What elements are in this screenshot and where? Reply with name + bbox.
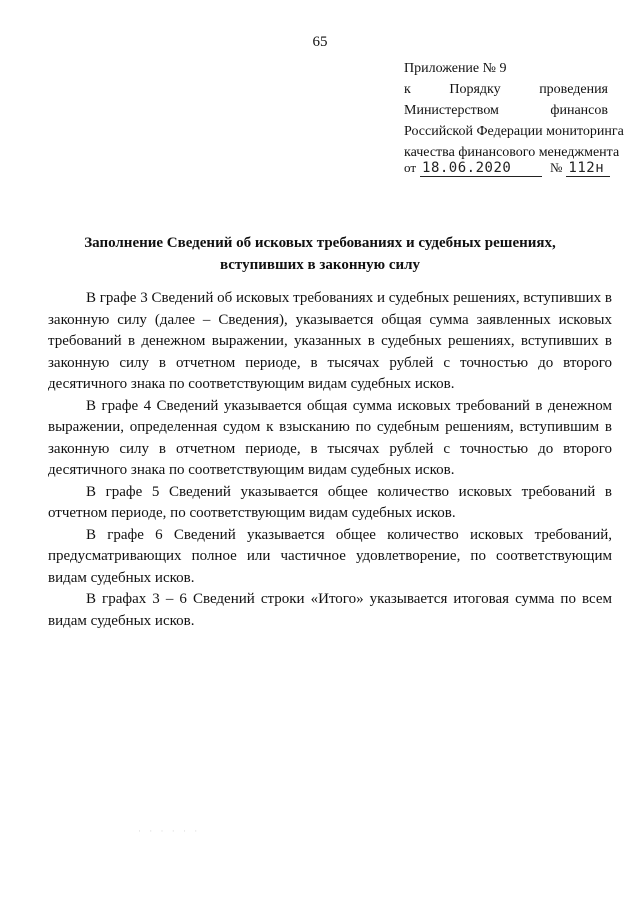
order-date-line <box>404 160 614 177</box>
scan-artifact: · · · · · · <box>138 826 201 836</box>
appendix-line: Министерством финансов <box>404 103 608 118</box>
body-paragraph: В графах 3 – 6 Сведений строки «Итого» указывается итоговая сумма по всем видам судебных исков. <box>48 591 612 629</box>
order-date-label: от <box>404 160 417 175</box>
appendix-line: к Порядку проведения <box>404 82 608 97</box>
appendix-line: Российской Федерации мониторинга <box>404 124 624 139</box>
heading-line: Заполнение Сведений об исковых требованиях и судебных решениях, <box>84 235 556 251</box>
body-paragraph: В графе 6 Сведений указывается общее количество исковых требований, предусматривающих полное или частичное удовлетворение, по соответствующим видам судебных исков. <box>48 526 612 586</box>
body-paragraph: В графе 5 Сведений указывается общее количество исковых требований в отчетном периоде, по соответствующим видам судебных исков. <box>48 483 612 521</box>
appendix-line: качества финансового менеджмента <box>404 145 620 160</box>
order-number-label: № <box>550 160 563 175</box>
heading-line: вступивших в законную силу <box>219 257 421 273</box>
document-body <box>48 288 612 632</box>
body-paragraph: В графе 4 Сведений указывается общая сумма исковых требований в денежном выражении, определенная судом к взысканию по судебным решениям, вступившим в законную силу в отчетном периоде, в тысячах рублей с точностью до второго десятичного знака по соответствующим видам судебных исков. <box>48 397 612 478</box>
appendix-block <box>404 58 624 163</box>
document-heading <box>48 232 592 276</box>
order-number-value: 112н <box>566 160 610 177</box>
order-date-value: 18.06.2020 <box>420 160 542 177</box>
body-paragraph: В графе 3 Сведений об исковых требованиях и судебных решениях, вступивших в законную силу (далее – Сведения), указывается общая сумма заявленных исковых требований в денежном выражении, указанных в судебных решениях, вступивших в законную силу в отчетном периоде, в тысячах рублей с точностью до второго десятичного знака по соответствующим видам судебных исков. <box>48 290 612 392</box>
page-number: 65 <box>312 34 328 50</box>
appendix-title: Приложение № 9 <box>404 61 507 76</box>
